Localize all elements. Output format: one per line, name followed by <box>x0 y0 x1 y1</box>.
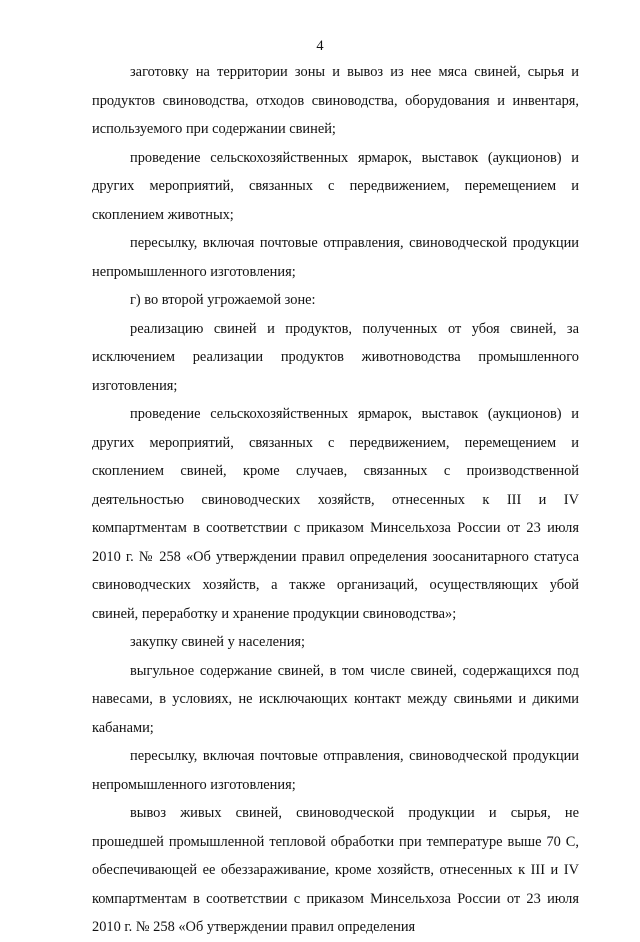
paragraph: закупку свиней у населения; <box>130 634 306 650</box>
paragraph: проведение сельскохозяйственных ярмарок, выставок (аукционов) и других мероприятий, связанных с передвижением, перемещением и скоплением животных; <box>92 149 579 223</box>
paragraph: проведение сельскохозяйственных ярмарок, выставок (аукционов) и других мероприятий, связанных с передвижением, перемещением и скоплением свиней, кроме случаев, связанных с производственной деятельностью свиноводческих хозяйств, отнесенных к III и IV компартментам в соответствии с приказом Минсельхоза России от 23 июля 2010 г. № 258 «Об утверждении правил определения зоосанитарного статуса свиноводческих хозяйств, а также организаций, осуществляющих убой свиней, переработку и хранение продукции свиноводства»; <box>92 406 579 622</box>
page-number: 4 <box>316 38 324 54</box>
section-heading: г) во второй угрожаемой зоне: <box>130 292 316 308</box>
paragraph: выгульное содержание свиней, в том числе свиней, содержащихся под навесами, в условиях, не исключающих контакт между свиньями и дикими кабанами; <box>92 662 579 736</box>
paragraph: пересылку, включая почтовые отправления, свиноводческой продукции непромышленного изготовления; <box>92 235 579 280</box>
document-body <box>92 58 579 942</box>
paragraph: реализацию свиней и продуктов, полученных от убоя свиней, за исключением реализации продуктов животноводства промышленного изготовления; <box>92 320 579 394</box>
paragraph: заготовку на территории зоны и вывоз из нее мяса свиней, сырья и продуктов свиноводства, отходов свиноводства, оборудования и инвентаря, используемого при содержании свиней; <box>92 64 579 137</box>
paragraph: вывоз живых свиней, свиноводческой продукции и сырья, не прошедшей промышленной тепловой обработки при температуре выше 70 С, обеспечивающей ее обеззараживание, кроме хозяйств, отнесенных к III и IV компартментам в соответствии с приказом Минсельхоза России от 23 июля 2010 г. № 258 «Об утверждении правил определения <box>92 805 579 935</box>
paragraph: пересылку, включая почтовые отправления, свиноводческой продукции непромышленного изготовления; <box>92 748 579 793</box>
